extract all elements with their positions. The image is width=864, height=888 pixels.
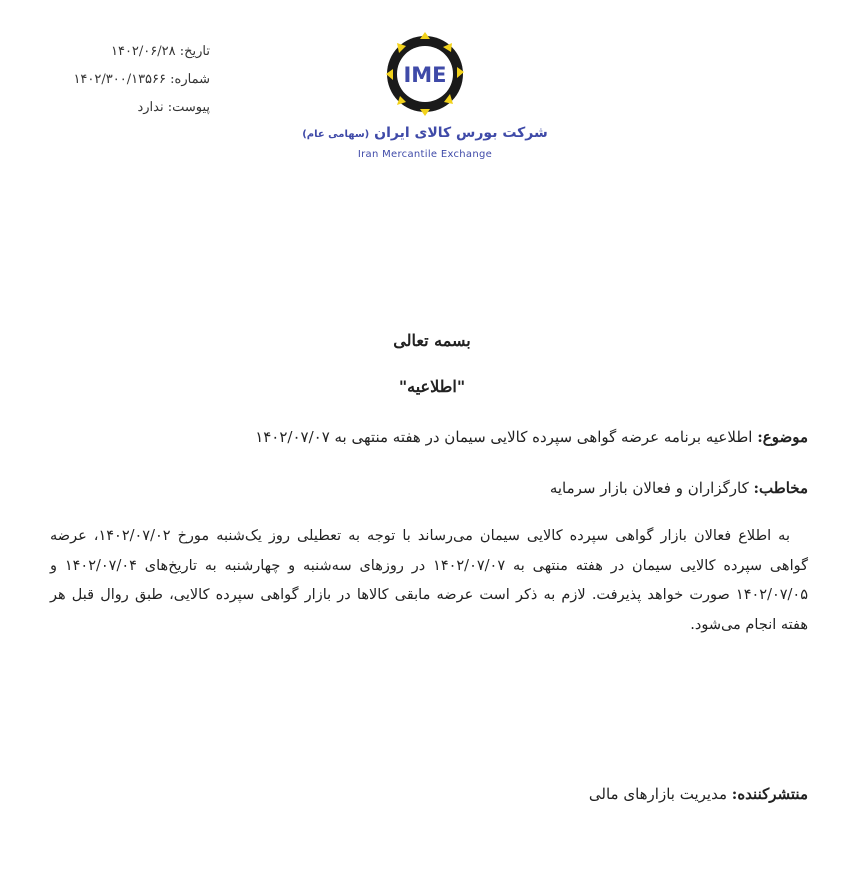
attachment-value: ندارد — [137, 100, 164, 115]
number-label: شماره: — [170, 72, 210, 87]
notice-heading: "اطلاعیه" — [398, 377, 466, 396]
number-value: ۱۴۰۲/۳۰۰/۱۳۵۶۶ — [73, 72, 167, 87]
addressee-label: مخاطب: — [753, 479, 808, 497]
subject-label: موضوع: — [757, 428, 808, 446]
company-name-fa — [300, 125, 550, 141]
company-name-fa-text: شرکت بورس کالای ایران — [374, 125, 548, 141]
bismillah-heading: بسمه تعالی — [393, 331, 471, 350]
letter-meta — [60, 38, 210, 122]
company-name-en: Iran Mercantile Exchange — [357, 149, 493, 160]
addressee-line — [50, 479, 808, 497]
publisher-label: منتشرکننده: — [731, 785, 808, 803]
date-value: ۱۴۰۲/۰۶/۲۸ — [110, 44, 176, 59]
publisher-line — [50, 785, 808, 803]
date-row — [60, 38, 210, 66]
ime-emblem-icon — [385, 32, 465, 116]
subject-line — [50, 428, 808, 446]
addressee-text: کارگزاران و فعالان بازار سرمایه — [549, 479, 749, 497]
attachment-label: پیوست: — [167, 100, 210, 115]
attachment-row — [60, 94, 210, 122]
notice-body: به اطلاع فعالان بازار گواهی سپرده کالایی سیمان می‌رساند با توجه به تعطیلی روز یک‌شنبه مورخ ۱۴۰۲/۰۷/۰۲، عرضه گواهی سپرده کالایی سیمان در هفته منتهی به ۱۴۰۲/۰۷/۰۷ در روزهای سه‌شنبه و چهارشنبه به تاریخ‌های ۱۴۰۲/۰۷/۰۴ و ۱۴۰۲/۰۷/۰۵ صورت خواهد پذیرفت. لازم به ذکر است عرضه مابقی کالاها در بازار گواهی سپرده کالایی، طبق روال قبل هر هفته انجام می‌شود. — [50, 528, 809, 633]
emblem-text: IME — [403, 63, 447, 87]
publisher-text: مدیریت بازارهای مالی — [588, 785, 727, 803]
subject-text: اطلاعیه برنامه عرضه گواهی سپرده کالایی سیمان در هفته منتهی به ۱۴۰۲/۰۷/۰۷ — [255, 428, 753, 446]
ime-logo — [300, 32, 550, 167]
date-label: تاریخ: — [179, 44, 210, 59]
number-row — [60, 66, 210, 94]
company-type-fa: (سهامی عام) — [302, 129, 370, 140]
